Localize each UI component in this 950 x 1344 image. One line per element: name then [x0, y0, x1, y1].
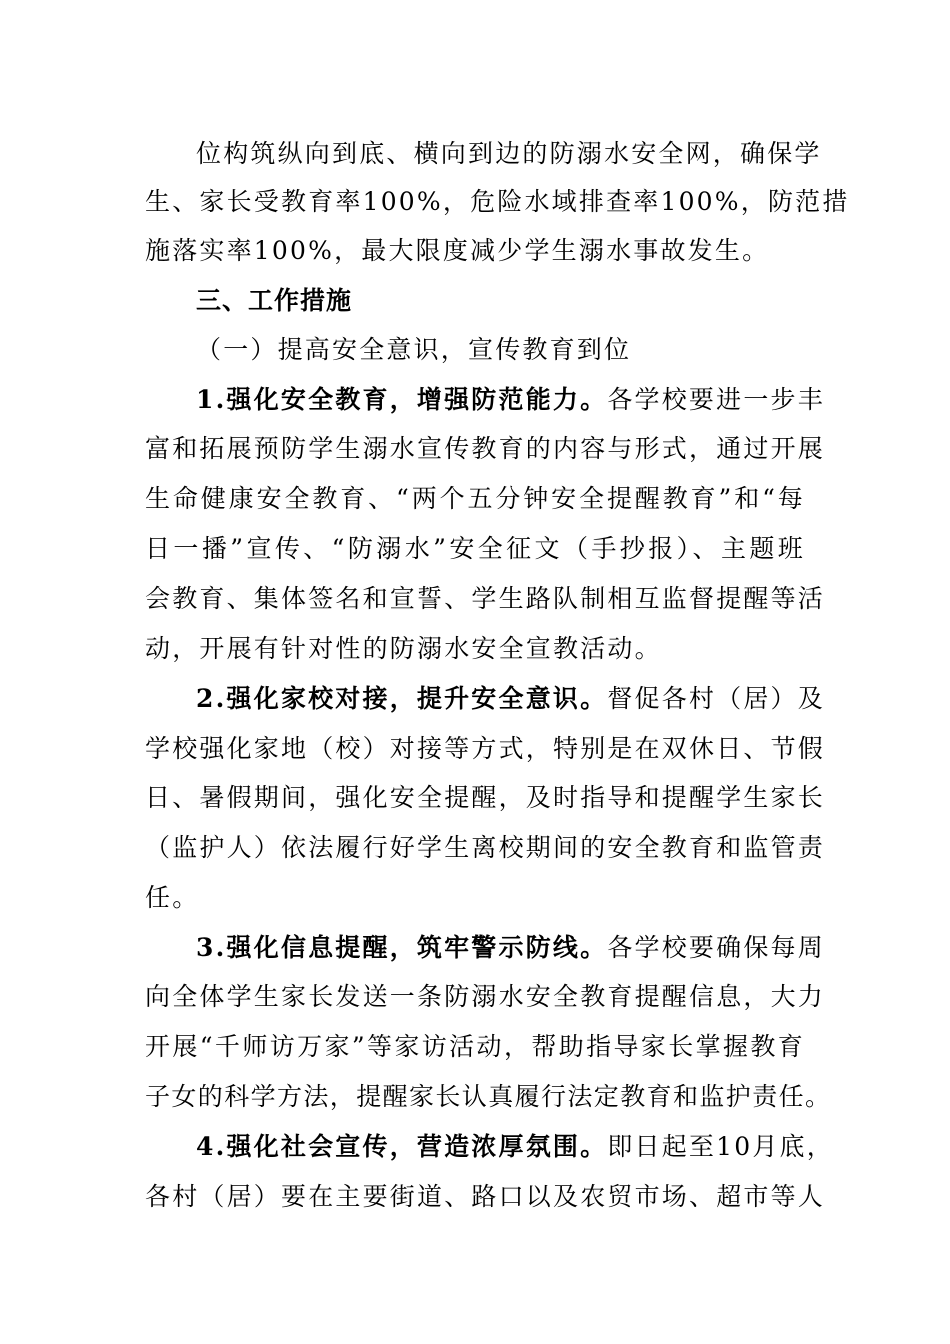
body-text: 各学校要确保每周 [607, 933, 825, 962]
body-text: 即日起至10月底， [607, 1132, 834, 1161]
body-text-line: 生、家长受教育率100%，危险水域排查率100%，防范措 [145, 187, 850, 216]
body-text-line: 子女的科学方法，提醒家长认真履行法定教育和监护责任。 [145, 1082, 832, 1111]
measure-1-first-line [196, 383, 825, 417]
body-text: 各学校要进一步丰 [607, 385, 825, 414]
measure-title: 4.强化社会宣传，营造浓厚氛围。 [196, 1132, 608, 1161]
body-text-line: 生命健康安全教育、“两个五分钟安全提醒教育”和“每 [145, 484, 805, 513]
body-text: 督促各村（居）及 [607, 684, 825, 713]
body-text-line: 学校强化家地（校）对接等方式，特别是在双休日、节假 [145, 734, 826, 763]
measure-title: 3.强化信息提醒，筑牢警示防线。 [196, 933, 608, 962]
body-text-line: 位构筑纵向到底、横向到边的防溺水安全网，确保学 [196, 139, 822, 168]
body-text-line: 向全体学生家长发送一条防溺水安全教育提醒信息，大力 [145, 982, 826, 1011]
body-text-line: 任。 [145, 883, 200, 912]
body-text-line: 日、暑假期间，强化安全提醒，及时指导和提醒学生家长 [145, 783, 826, 812]
body-text-line: 开展“千师访万家”等家访活动，帮助指导家长掌握教育 [145, 1032, 805, 1061]
subsection-heading: （一）提高安全意识，宣传教育到位 [196, 335, 632, 364]
measure-4-first-line [196, 1130, 834, 1164]
body-text-line: 动，开展有针对性的防溺水安全宣教活动。 [145, 634, 662, 663]
measure-2-first-line [196, 682, 825, 716]
body-text-line: （监护人）依法履行好学生离校期间的安全教育和监管责 [145, 833, 826, 862]
measure-title: 2.强化家校对接，提升安全意识。 [196, 684, 608, 713]
body-text-line: 各村（居）要在主要街道、路口以及农贸市场、超市等人 [145, 1182, 826, 1211]
body-text-line: 会教育、集体签名和宣誓、学生路队制相互监督提醒等活 [145, 584, 826, 613]
body-text-line: 日一播”宣传、“防溺水”安全征文（手抄报）、主题班 [145, 534, 805, 563]
measure-title: 1.强化安全教育，增强防范能力。 [196, 385, 608, 414]
body-text-line: 施落实率100%，最大限度减少学生溺水事故发生。 [145, 236, 770, 265]
body-text-line: 富和拓展预防学生溺水宣传教育的内容与形式，通过开展 [145, 434, 826, 463]
section-heading: 三、工作措施 [196, 286, 353, 315]
measure-3-first-line [196, 931, 825, 965]
